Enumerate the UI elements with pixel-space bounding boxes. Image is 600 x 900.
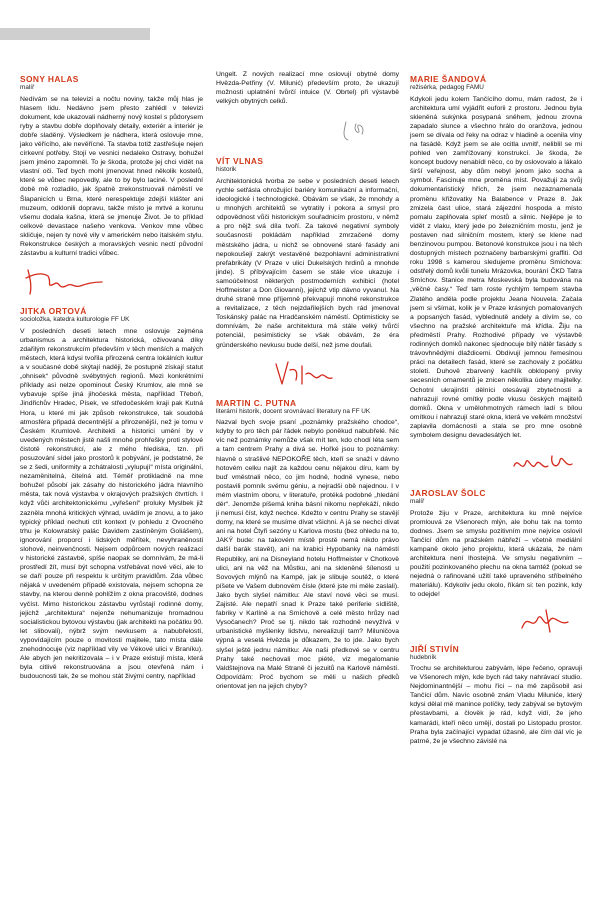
header-tab <box>0 28 150 40</box>
author-name: MARIE ŠANDOVÁ <box>410 74 487 84</box>
author-role: hudebník <box>410 653 437 661</box>
author-name: JITKA ORTOVÁ <box>20 306 87 317</box>
author-role: režisérka, pedagog FAMU <box>410 84 484 91</box>
author-name: MARTIN C. PUTNA <box>216 397 297 408</box>
column-2 <box>216 70 399 691</box>
column-3 <box>410 70 582 746</box>
article-text: Nedívám se na televizi a nočtu noviny, takže můj hlas je hlasem lidu. Nedávno jsem přesto zahlédl v televizi dokument, kde ukazovali nádherný nový kostel s půdorysem ryby a stavbu dobře doplňovaly detaily, exteriér a interiér je dobře sladěný. Výsledkem je nádhera, která oslovuje mne, jako věřícího, ale nevěřícné. Ta stavba totiž zastřešuje nejen církevní potřeby. Stojí ve vesnici nedaleko Ostravy, bohužel jsem jméno zapomněl. To je škoda, protože jej chci vidět na vlastní oči. Teď bych mohl jmenovat hned několik kostelů, které se vůbec nepovedly, ale to by bylo laciné. V poslední době mě rozladilo, jak špatně zrekonstruovali náměstí ve Šlapanicích u Brna, které nerespektuje zdejší klášter ani muzeum, odklonili dopravu, takže místo je mrtvé a korunu všemu dodala kašna, která se jmenuje Život. Je to příklad celkové devastace našeho venkova. Venkov mne vůbec skličuje, nejen ty nové vily v americkém nebo italském stylu. Rekonstrukce českých a moravských vesnic nectí původní zástavbu a kulturní tradici vůbec. <box>20 95 203 258</box>
scribble-icon <box>216 112 399 152</box>
author-role: literární historik, docent srovnávací literatury na FF UK <box>216 407 371 415</box>
article-text: Architektonická tvorba ze sebe v posledních deseti letech rychle setřásla ohrožující bariéry komunikační a informační, ideologické i technologické. Obávám se však, že mnohdy a u mnohých architektů se vytratily i pokora a smysl pro odpovědnost vůči historickým souřadnicím prostoru, v němž a pro nějž svá díla tvoří. Za takové negativní symboly současnosti pokládám například zmrzačené domy městského jádra, u nichž se obnovené staré fasády ani nepokoušejí zakrýt vestavěné bezpohlavní administrativní prefabrikáty (V Praze v ulici Dukelských hrdinů a mnohde jinde). S příbývajícím časem se stále více ukazuje i samoúčelnost některých postmoderních exhibicí (hotel Hoffmeister a Don Giovanni), jejichž vtip dávno vyvanul. Na druhé straně mne příjemně překvapují mnohé rekonstrukce a revitalizace, z těch nejzdařilejších bych rád jmenoval Toskánský palác na Hradčanském náměstí. Optimisticky se domnívám, že naše architektura má stále velký tvůrčí potenciál, pesimisticky se však obávám, že éra gründerského nevkusu bude delší, než jsme doufali. <box>216 177 399 349</box>
article-text: Kdykoli jedu kolem Tančícího domu, mám radost, že i architektura umí vyjádřit euforii z prostoru. Jednou byla skleněná sukýnka posypaná sněhem, jednou zrovna zapadalo slunce a všechno hrálo do oranžova, jednou jsem se dívala od řeky na odraz v hladině a ocenila vlny na fasádě. Když jsem se ale ocitla uvnitř, neliblil se mi pohled ven zamřížovaný konstrukcí. Je škoda, že koncept budovy nenabídl něco, co by oslovovalo a lákalo širší veřejnost, aby dům nebyl jenom jako socha a symbol. Fascinuje mne proměna míst. Považuji za svůj dokumentaristický hřích, že jsem nezaznamenala proměnu křižovatky Na Balabence v Praze 8. Jak zmizela čast ulice, stará zájezdní hospoda a místo pomalu zaplňovala spleť mostů a silnic. Nejlépe je to vidět z vlaku, který jede po železničním mostu, jenž je postaven nad silničním mostem, který se klene nad benzinovou pumpou. Betonové konstrukce jsou i na těch dostupných místech poznačeny barbarskými graffiti. Od roku 1998 s kamerou sledujeme proměnu Smíchova: odstřelý domů kvůli tunelu Mrázovka, bourání ČKD Tatra Smíchov. Stanice metra Moskevská byla budována na „věčné časy.“ Teď tam roste rychlým tempem stavba Zlatého anděla podle projektu Jeana Nouvela. Začala jsem si všímat, kolik je v Praze krásných pomalovaných a popsaných fasád, vyblednutě andely a dívím se, co všechno na pražské architektuře má křídla. Žiju na předměstí Prahy. Rozhodivé případy ve výstavbě rodinných domků nakonec sjednocuje bílý nátěr fasády s trávovhnědými dlaždicemi. Obdivují jemnou řemeslnou práci na detailech fasád, které se zachovaly z počátku století. Duhově zbarvený kachlík obklopený prvky secesních ornamentů je znicen několika údery majitelky. Ochotní ukrajinští dělníci otesávají zbytečnosti a nahrazují rovné omítky podle vkusu českých majitelů domků. Okna v umělohmotných rámech ladí s bílou omítkou i nahrazují staré okna, která ve velkém množství zaplavila domácnosti a stala se pro mne osobně symbolem designu devadesátých let. <box>410 95 582 439</box>
signature-icon <box>410 446 582 480</box>
header-bar <box>0 0 600 46</box>
article-text: V posledních deseti letech mne oslovuje zejména urbanismus a architektura historická, oživovaná díky zdařilým rekonstrukcím především v těch menších a malých městech, která kdysi tvořila přirozená centra lokálních kultur a v současné době skýtají naději, že postupně získají statut „ohnisek“ původně svébytných regionů. Mezi konkrétními příklady asi nelze opominout Český Krumlov, ale mně se vybavuje spíše jiná jihočeská města, například Třeboň, Jindřichův Hradec, Písek, ve středočeském kraji pak Kutná Hora, u které mi jak způsob rekonstrukce, tak soudobá atmosféra připadá decentnější a přirozenější, než je tomu v Českém Krumlově. Architekti a historici umění by v uvedených městech jistě našli mnohé prohřešky proti stylové čistotě rekonstrukcí, ale z mého hlediska, tzn. při posuzování sídel jako prostorů k pobývání, je podstatné, že se z šedi, uniformity a zchátralosti „vylupují“ místa originální, nezaměnitelná, čitelná atd. Téměř protikladně na mne bohužel působí jak zásahy do historického jádra hlavního města, tak nová výstavba v okrajových pražských čtvrtích. I když vůči architektonickému „vyřešení“ prolukу Myslbek již zazněla mnohá kritických výhrad, uvádím je znovu, a to jako typický příklad nechuti ctít kontext (v pohledu z Ovocného trhu je Kolowratský palác Davidem zastíněným Goliášem), ignorování proporcí i lidských měřítek, nevyhraněnosti slohové, neinvenčnosti. Nejsem odpůrcem nových realizací v historické zástavbě, spíše naopak se domnívám, že má-li prostředí žít, musí být schopna vstřebávat nové věci, ale to se daří pouze při respektu k určitým pravidlům. Zda vůbec nějaká v uvedeném případě existovala, nejsem schopna ze stavby, na kterou denně pohlížím z okna pracoviště, dodnes vyčíst. Mimo historickou zástavbu vyrůstají rodinné domy, jejichž „architektura“ nejenže nehumanizuje hromadnou socialistickou bytovou výstavbu (jak architekti na počátku 90. let slibovali), nýbrž svým nevkusem a nabubřelostí, vypovídajícím pouze o movitosti majitele, tato místa dále znehodnocuje (viz například vily ve Vékové ulici v Braníku). Ale abych jen nekritizovala – i v Praze existují místa, která byla citlivě rekonstruována a jsou otevřená nám i budoucnosti tak, že se mohou stát živými centry, například <box>20 327 203 681</box>
author-role: socioložka, katedra kulturologie FF UK <box>20 316 130 324</box>
signature-icon <box>410 606 582 636</box>
signature-icon <box>216 356 336 390</box>
author-name: JAROSLAV ŠOLC <box>410 488 486 499</box>
article-text: Ungelt. Z nových realizací mne oslovují obytné domy Hvězda-Petřiny (V. Milunić) především proto, že ukazují možnosti uplatnění tvůrčí intuice (V. Obrtel) při výstavbě velkých obytných celků. <box>216 71 399 106</box>
author-role: malíř <box>20 84 35 91</box>
signature-icon <box>20 264 110 298</box>
article-text: Protože žiju v Praze, architektura ku mně nejvíce promlouvá ze Všenorech mlýn, ale bohu tak na tomto dodnes. Jsem se smyslu pozitivním mne nejvíce oslovil Tančící dům na pražském nábřeží – včetně mediální kampaně okolo jeho projektu, která ukázala, že nám architektura není lhostejná. Ve smyslu negativním – použití pozinkovaného plechu na okna tamtéž (pokud se nejedná o rafinované užití také upraveného stříbelného materiálu). Kdykoliv jedu okolo, říkám si: ten pozink, kdy to odejde! <box>410 509 582 599</box>
article-text: Trochu se architekturou zabývám, lépe řečeno, opravuji ve Všenorech mlýn, kde bych rád taky nahrávací studio. Nejdominantnější – mohu říci – na mě zapůsobil asi Tančící dům. Navíc osobně znám Vladu Miluniće, který kdysi dělal mě manince políčky, tedy zabýval se bytovým přestavbami, a člověk je rád, když vidí, že jeho kamarádi, kteří něco umějí, dostali po Listopadu prostor. Praha byla začínající vypadat úžasně, ale čím dál víc je patrné, že je všechno závislé na <box>410 665 582 745</box>
author-name: JIŘÍ STIVÍN <box>410 643 460 654</box>
author-name: SONY HALAS <box>20 74 79 84</box>
author-name: VÍT VLNAS <box>216 156 264 167</box>
author-role: malíř <box>410 498 425 506</box>
article-text: Nazval bych svoje psaní „poznámky pražského chodce“, kdyby to pro těch pár řádek nebylo poněkud nabubřelé. Nic víc než poznámky nemůže však mít ten, kdo chodí léta sem a tam centrem Prahy a divá se. Hořké jsou to poznámky: hlavně o strašlivé NEPOKOŘE těch, kteří se snaží v dávno hotovém celku najít za každou cenu nějakou díru, kam by buď vměstnali něco, co jim hodně, hodně vynese, nebo postavili pomník svému géniu, a nejradši obě najednou. I v mém vlastním oboru, v literatuře, protéká podobné „hledání děr“. Jenomže píšemá kniha básní nikomu nepřekáží, nikdo ji nemusí číst, když nechce. Kdežto v centru Prahy se stavějí domy, na které se musíme dívat všichni. A já se nechci dívat ani na hotel Čtyři sezóny u Karlova mostu (bez ohledu na to, JAKÝ bude: na takovém místě prostě nemá nikdo právo další barák stavět), ani na krabici Hypobanky na náměstí Republiky, ani na Disneyland hotelu Hoffmeister v Chotkově ulici, ani na věž na Můstku, ani na skleněné šílenosti u Sovových mlýnů na Kampě, jak je slibuje soutěž, o které píšete ve Vašem dubnovém čísle (které jste mi měle zaslali). Jako bych slyšel námitku: Ale staví nové věci se musí. Zajisté. Ale nepatří snad k Praze také periferie sídliště, fabriky v Karlíně a na Smíchově a celé město hrůzy nad Vysočanech? Proč se tj. nikdo tak rozhodně nevyžívá v urbanistické myšlenky lidstvu, nerealizují tam? Miluničova výpná a veselá Hvězda je důkazem, že to jde. Jako bych slyšel ještě jednu námitku: Ale naši předkové se v centru Prahy také nechovali moc piété, viz megalomanie Valdštejnova na Malé Straně či jezuitů na Karlově náměstí. Odpovídám: Proč bychom se měli u našich předků orientovat jen na jejich chyby? <box>216 419 399 690</box>
author-role: historik <box>216 166 237 174</box>
column-1 <box>20 70 203 681</box>
